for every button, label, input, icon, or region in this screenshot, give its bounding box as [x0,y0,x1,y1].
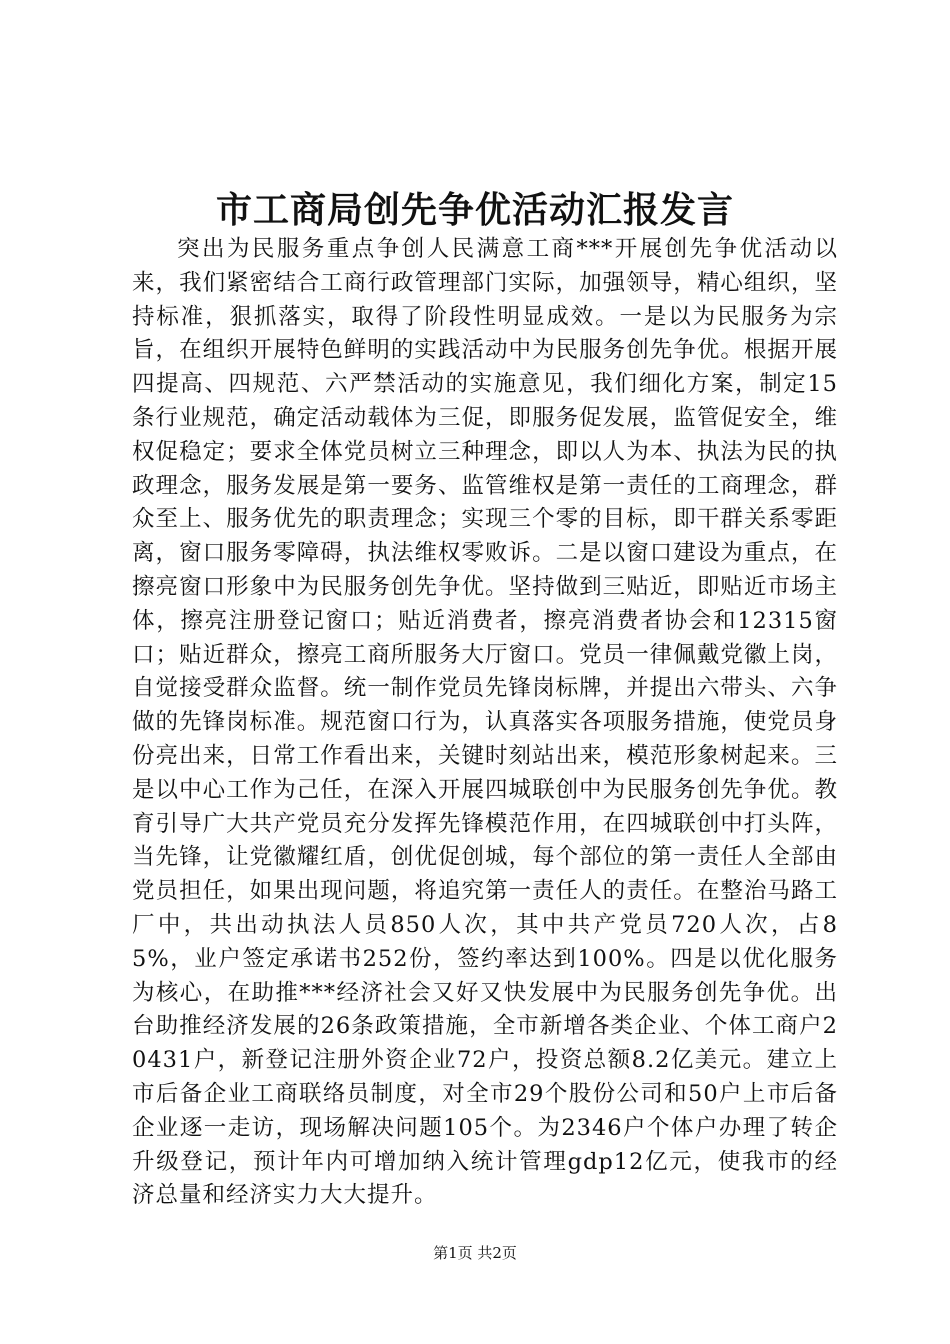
document-title: 市工商局创先争优活动汇报发言 [215,189,734,231]
page-indicator: 第1页 共2页 [433,1244,517,1262]
document-body-paragraph: 突出为民服务重点争创人民满意工商***开展创先争优活动以来，我们紧密结合工商行政管理部门实际，加强领导，精心组织，坚持标准，狠抓落实，取得了阶段性明显成效。一是以为民服务为宗旨，在组织开展特色鲜明的实践活动中为民服务创先争优。根据开展四提高、四规范、六严禁活动的实施意见，我们细化方案，制定15条行业规范，确定活动载体为三促，即服务促发展，监管促安全，维权促稳定；要求全体党员树立三种理念，即以人为本、执法为民的执政理念，服务发展是第一要务、监管维权是第一责任的工商理念，群众至上、服务优先的职责理念；实现三个零的目标，即干群关系零距离，窗口服务零障碍，执法维权零败诉。二是以窗口建设为重点，在擦亮窗口形象中为民服务创先争优。坚持做到三贴近，即贴近市场主体，擦亮注册登记窗口；贴近消费者，擦亮消费者协会和12315窗口；贴近群众，擦亮工商所服务大厅窗口。党员一律佩戴党徽上岗，自觉接受群众监督。统一制作党员先锋岗标牌，并提出六带头、六争做的先锋岗标准。规范窗口行为，认真落实各项服务措施，使党员身份亮出来，日常工作看出来，关键时刻站出来，模范形象树起来。三是以中心工作为己任，在深入开展四城联创中为民服务创先争优。教育引导广大共产党员充分发挥先锋模范作用，在四城联创中打头阵，当先锋，让党徽耀红盾，创优促创城，每个部位的第一责任人全部由党员担任，如果出现问题，将追究第一责任人的责任。在整治马路工厂中，共出动执法人员850人次，其中共产党员720人次，占85%，业户签定承诺书252份，签约率达到100%。四是以优化服务为核心，在助推***经济社会又好又快发展中为民服务创先争优。出台助推经济发展的26条政策措施，全市新增各类企业、个体工商户20431户，新登记注册外资企业72户，投资总额8.2亿美元。建立上市后备企业工商联络员制度，对全市29个股份公司和50户上市后备企业逐一走访，现场解决问题105个。为2346户个体户办理了转企升级登记，预计年内可增加纳入统计管理gdp12亿元，使我市的经济总量和经济实力大大提升。 [132,236,838,1209]
